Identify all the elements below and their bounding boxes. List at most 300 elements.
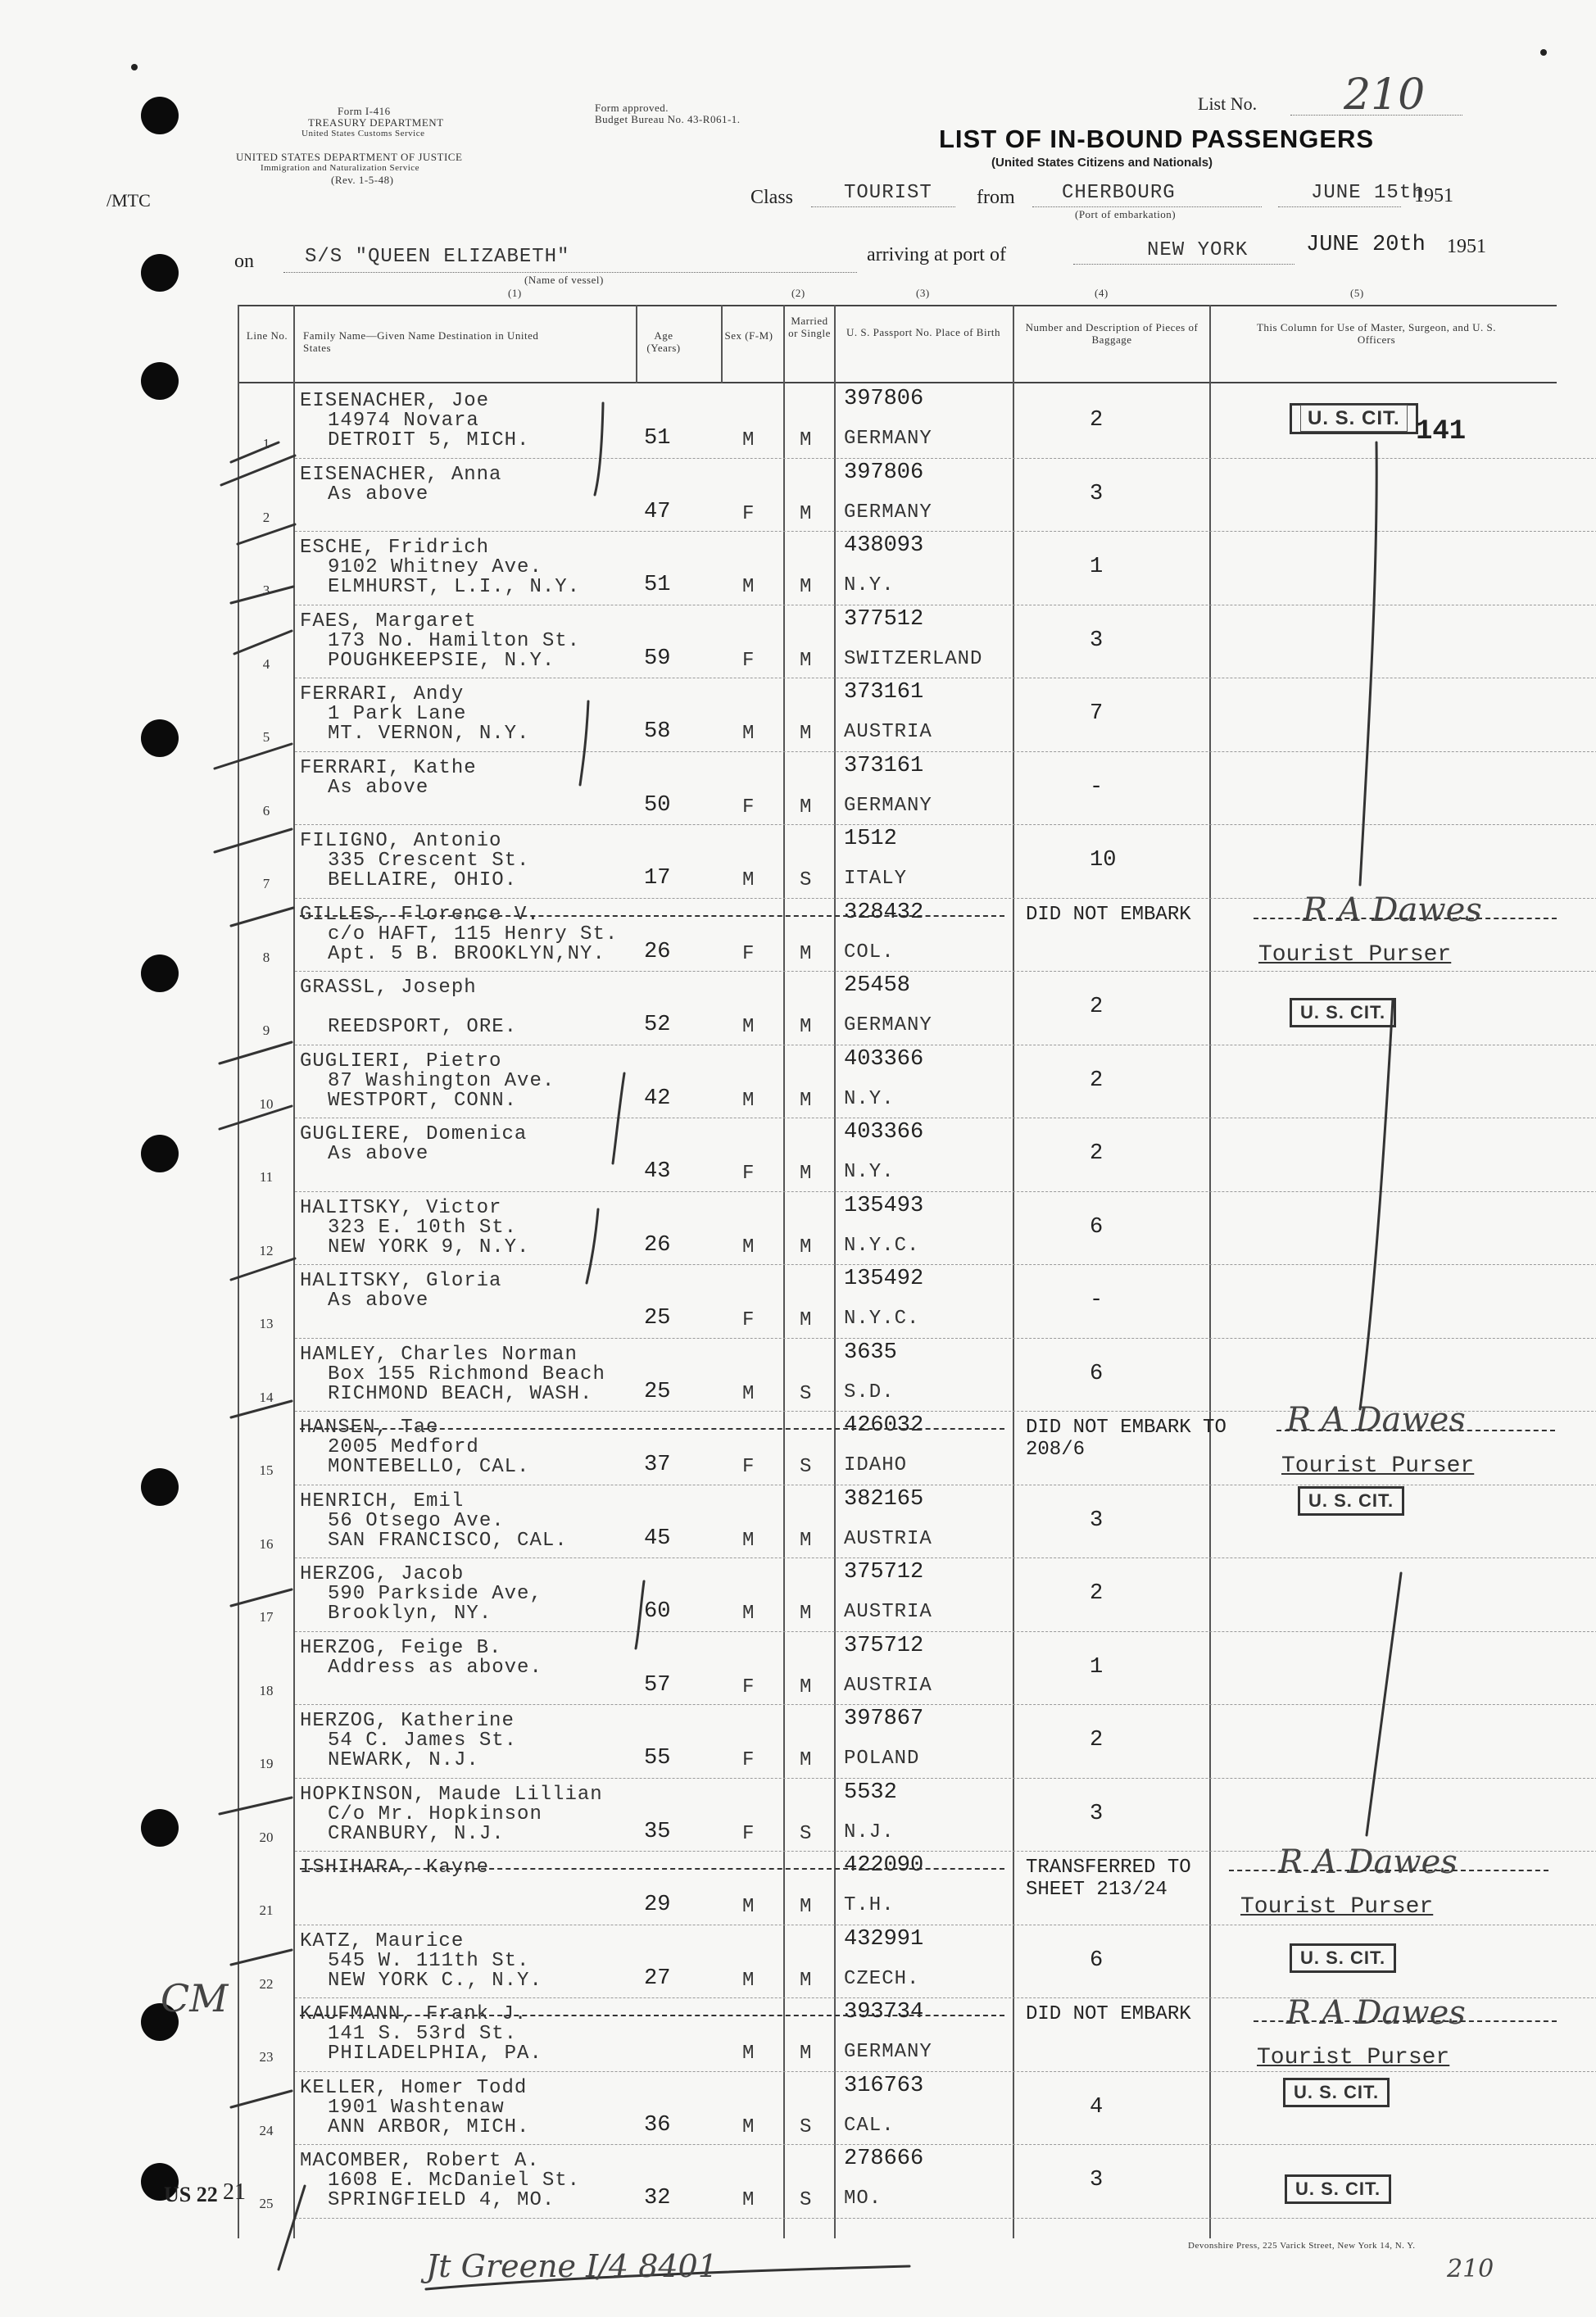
vessel-name: S/S "QUEEN ELIZABETH" (305, 246, 570, 268)
marital-status: M (800, 576, 813, 598)
sex: M (742, 1969, 755, 1992)
port-embarkation: CHERBOURG (1062, 182, 1176, 204)
age: 57 (644, 1672, 671, 1698)
passenger-name: KATZ, Maurice (300, 1929, 465, 1952)
sex: M (742, 869, 755, 891)
baggage: 3 (1090, 1508, 1104, 1533)
place-of-birth: N.Y. (844, 1161, 895, 1183)
sex: M (742, 2115, 755, 2138)
sex: F (742, 649, 755, 672)
from-label: from (977, 187, 1015, 208)
sex: M (742, 1603, 755, 1625)
passport-number: 135492 (844, 1267, 924, 1291)
place-of-birth: POLAND (844, 1748, 920, 1770)
printer-imprint: Devonshire Press, 225 Varick Street, New York 14, N. Y. (1188, 2241, 1416, 2251)
class-value: TOURIST (844, 182, 932, 204)
address-line-1: 9102 Whitney Ave. (328, 556, 542, 578)
sex: M (742, 2043, 755, 2065)
address-line-1: 54 C. James St. (328, 1730, 518, 1752)
passport-number: 382165 (844, 1486, 924, 1512)
form-approved: Form approved. (595, 102, 669, 114)
passport-number: 373161 (844, 753, 924, 778)
age: 47 (644, 499, 671, 524)
age: 26 (644, 939, 671, 964)
passport-number: 5532 (844, 1780, 897, 1805)
marital-status: M (800, 1675, 813, 1698)
place-of-birth: AUSTRIA (844, 1674, 932, 1697)
passport-number: 432991 (844, 1926, 924, 1952)
passenger-name: HALITSKY, Victor (300, 1196, 502, 1219)
passenger-name: ESCHE, Fridrich (300, 537, 490, 559)
page-subtitle: (United States Citizens and Nationals) (991, 156, 1213, 170)
line-number: 1 (262, 436, 270, 451)
revision: (Rev. 1-5-48) (331, 174, 394, 186)
header-sex: Sex (F-M) (724, 329, 773, 342)
marital-status: S (800, 1822, 813, 1845)
passport-number: 397806 (844, 460, 924, 485)
place-of-birth: COL. (844, 941, 895, 964)
line-number: 12 (259, 1242, 274, 1258)
marital-status: S (800, 1456, 813, 1478)
line-number: 15 (259, 1462, 274, 1478)
passport-number: 438093 (844, 533, 924, 558)
passenger-name: FAES, Margaret (300, 610, 477, 633)
marital-status: M (800, 1529, 813, 1552)
age: 52 (644, 1013, 671, 1037)
budget-bureau: Budget Bureau No. 43-R061-1. (595, 113, 741, 125)
purser-label: Tourist Purser (1258, 942, 1452, 968)
age: 35 (644, 1819, 671, 1844)
age: 43 (644, 1159, 671, 1184)
address-line-2: WESTPORT, CONN. (328, 1089, 518, 1112)
sex: M (742, 1529, 755, 1552)
marital-status: S (800, 869, 813, 891)
address-line-1: As above (328, 1290, 429, 1312)
marital-status: M (800, 1236, 813, 1258)
baggage: 6 (1090, 1947, 1104, 1973)
place-of-birth: GERMANY (844, 1014, 932, 1036)
line-number: 18 (259, 1682, 274, 1698)
sex: M (742, 576, 755, 598)
place-of-birth: ITALY (844, 868, 908, 890)
baggage: 6 (1090, 1214, 1104, 1240)
marital-status: M (800, 796, 813, 818)
sex: M (742, 2189, 755, 2211)
marital-status: S (800, 2115, 813, 2138)
line-number: 9 (262, 1022, 270, 1038)
passport-number: 375712 (844, 1560, 924, 1585)
age: 45 (644, 1526, 671, 1551)
marital-status: M (800, 1749, 813, 1771)
arrival-port: NEW YORK (1147, 239, 1249, 261)
age: 51 (644, 573, 671, 597)
line-number: 19 (259, 1756, 274, 1771)
form-number: Form I-416 (338, 105, 391, 117)
age: 29 (644, 1893, 671, 1917)
place-of-birth: N.Y.C. (844, 1308, 920, 1330)
arrival-date: JUNE 20th (1306, 233, 1426, 257)
address-line-1: 1901 Washtenaw (328, 2096, 505, 2119)
age: 50 (644, 792, 671, 818)
marital-status: M (800, 1016, 813, 1038)
passport-number: 397867 (844, 1707, 924, 1731)
treasury-dept: TREASURY DEPARTMENT (308, 116, 444, 129)
purser-label: Tourist Purser (1257, 2045, 1450, 2070)
marital-status: M (800, 1969, 813, 1992)
address-line-2: POUGHKEEPSIE, N.Y. (328, 649, 555, 672)
age: 37 (644, 1453, 671, 1477)
sex: M (742, 429, 755, 451)
address-line-2: ELMHURST, L.I., N.Y. (328, 576, 581, 598)
address-line-2: NEWARK, N.J. (328, 1749, 479, 1771)
place-of-birth: N.Y. (844, 1087, 895, 1110)
address-line-1: 14974 Novara (328, 410, 479, 432)
immigration-service: Immigration and Naturalization Service (261, 163, 420, 173)
address-line-2: PHILADELPHIA, PA. (328, 2043, 542, 2065)
address-line-2: Apt. 5 B. BROOKLYN,NY. (328, 942, 605, 965)
marital-status: S (800, 1382, 813, 1405)
address-line-2: MT. VERNON, N.Y. (328, 723, 530, 745)
age: 59 (644, 646, 671, 671)
address-line-1: 173 No. Hamilton St. (328, 629, 581, 652)
col-num-4: (4) (1095, 287, 1109, 299)
passport-number: 403366 (844, 1120, 924, 1145)
marital-status: S (800, 2189, 813, 2211)
line-number: 20 (259, 1829, 274, 1845)
place-of-birth: AUSTRIA (844, 721, 932, 743)
passenger-name: EISENACHER, Anna (300, 463, 502, 486)
baggage: 2 (1090, 1581, 1104, 1606)
count-annotation: 141 (1416, 416, 1467, 447)
sex: M (742, 1896, 755, 1918)
sex: F (742, 502, 755, 525)
passport-number: 25458 (844, 973, 911, 998)
line-number: 25 (259, 2196, 274, 2211)
baggage: 2 (1090, 1141, 1104, 1166)
passenger-name: GUGLIERE, Domenica (300, 1123, 528, 1145)
passenger-name: ISHIHARA, Kayne (300, 1857, 490, 1879)
embark-note: (Port of embarkation) (1075, 208, 1177, 220)
sex: F (742, 796, 755, 818)
address-line-1: 335 Crescent St. (328, 850, 530, 872)
address-line-1: As above (328, 776, 429, 799)
passport-number: 373161 (844, 680, 924, 705)
customs-service: United States Customs Service (302, 129, 425, 138)
baggage: 3 (1090, 1801, 1104, 1826)
line-number: 23 (259, 2049, 274, 2065)
header-name: Family Name—Given Name Destination in United States (303, 329, 539, 354)
line-number: 8 (262, 949, 270, 965)
address-line-1: As above (328, 1143, 429, 1165)
baggage: 3 (1090, 481, 1104, 506)
place-of-birth: N.Y.C. (844, 1234, 920, 1257)
passenger-name: EISENACHER, Joe (300, 390, 490, 412)
baggage: 3 (1090, 2168, 1104, 2192)
line-number: 24 (259, 2122, 274, 2138)
address-line-1: Address as above. (328, 1656, 542, 1679)
sex: M (742, 723, 755, 745)
us-cit-stamp: U. S. CIT. (1285, 2174, 1391, 2204)
header-baggage: Number and Description of Pieces of Baggage (1025, 321, 1199, 346)
place-of-birth: SWITZERLAND (844, 647, 983, 670)
marital-status: M (800, 1089, 813, 1112)
age: 51 (644, 426, 671, 451)
address-line-2: DETROIT 5, MICH. (328, 429, 530, 451)
age: 36 (644, 2112, 671, 2138)
header-married: Married or Single (788, 315, 831, 339)
age: 60 (644, 1599, 671, 1624)
line-number: 11 (259, 1169, 274, 1185)
footer-number: 21 (223, 2179, 246, 2205)
place-of-birth: CZECH. (844, 1967, 920, 1990)
passenger-name: HERZOG, Katherine (300, 1710, 515, 1732)
baggage: - (1090, 774, 1104, 800)
passenger-name: HERZOG, Feige B. (300, 1636, 502, 1659)
place-of-birth: S.D. (844, 1381, 895, 1403)
address-line-1: 141 S. 53rd St. (328, 2023, 518, 2045)
address-line-2: NEW YORK C., N.Y. (328, 1969, 542, 1992)
address-line-2: BELLAIRE, OHIO. (328, 869, 518, 891)
embark-year: 1951 (1414, 185, 1453, 206)
sex: F (742, 942, 755, 965)
passport-number: 397806 (844, 387, 924, 411)
line-number: 2 (262, 509, 270, 525)
place-of-birth: IDAHO (844, 1454, 908, 1476)
age: 27 (644, 1966, 671, 1991)
address-line-2: ANN ARBOR, MICH. (328, 2115, 530, 2138)
col-num-1: (1) (508, 287, 522, 299)
list-number: 210 (1344, 70, 1426, 120)
line-number: 22 (259, 1975, 274, 1992)
col-num-3: (3) (916, 287, 930, 299)
signature: R A Dawes (1303, 891, 1482, 929)
address-line-1: 323 E. 10th St. (328, 1216, 518, 1239)
baggage: TRANSFERRED TO SHEET 213/24 (1026, 1857, 1191, 1901)
baggage: 2 (1090, 1728, 1104, 1752)
sex: M (742, 1382, 755, 1405)
line-number: 10 (259, 1095, 274, 1112)
passport-number: 135493 (844, 1193, 924, 1218)
signature: R A Dawes (1278, 1843, 1458, 1881)
header-line: Line No. (246, 329, 288, 342)
baggage: 2 (1090, 408, 1104, 433)
signature: R A Dawes (1286, 1994, 1466, 2032)
address-line-2: NEW YORK 9, N.Y. (328, 1236, 530, 1258)
marital-status: M (800, 1896, 813, 1918)
marital-status: M (800, 429, 813, 451)
passport-number: 328432 (844, 900, 924, 925)
sex: F (742, 1456, 755, 1478)
address-line-2: SAN FRANCISCO, CAL. (328, 1529, 568, 1552)
place-of-birth: AUSTRIA (844, 1527, 932, 1550)
us-cit-stamp: U. S. CIT. (1290, 403, 1418, 434)
passenger-name: HALITSKY, Gloria (300, 1270, 502, 1292)
us-cit-stamp: U. S. CIT. (1290, 1943, 1396, 1973)
mtc-mark: /MTC (107, 190, 151, 211)
purser-label: Tourist Purser (1281, 1453, 1475, 1479)
purser-label: Tourist Purser (1240, 1894, 1434, 1920)
sex: M (742, 1089, 755, 1112)
passenger-name: FERRARI, Andy (300, 683, 465, 705)
footer-handwriting: Jt Greene I/4 8401 (426, 2248, 718, 2284)
marital-status: M (800, 2043, 813, 2065)
passport-number: 375712 (844, 1633, 924, 1658)
page-title: LIST OF IN-BOUND PASSENGERS (939, 125, 1375, 153)
place-of-birth: CAL. (844, 2114, 895, 2137)
address-line-2: CRANBURY, N.J. (328, 1822, 505, 1845)
passenger-name: FERRARI, Kathe (300, 756, 477, 779)
footer-code: US 22 (164, 2183, 218, 2206)
baggage: 1 (1090, 555, 1104, 579)
age: 25 (644, 1379, 671, 1404)
passenger-name: HOPKINSON, Maude Lillian (300, 1783, 603, 1806)
embark-date: JUNE 15th (1311, 182, 1425, 204)
passenger-name: FILIGNO, Antonio (300, 830, 502, 852)
marital-status: M (800, 942, 813, 965)
footer-page: 210 (1447, 2255, 1494, 2283)
col-num-2: (2) (791, 287, 805, 299)
sex: M (742, 1016, 755, 1038)
baggage: 1 (1090, 1654, 1104, 1680)
passenger-name: HAMLEY, Charles Norman (300, 1343, 578, 1366)
baggage: DID NOT EMBARK TO 208/6 (1026, 1417, 1226, 1461)
header-passport: U. S. Passport No. Place of Birth (846, 326, 1001, 338)
passenger-name: HERZOG, Jacob (300, 1563, 465, 1585)
place-of-birth: N.J. (844, 1820, 895, 1843)
vessel-note: (Name of vessel) (524, 274, 604, 286)
age: 32 (644, 2186, 671, 2210)
sex: F (742, 1749, 755, 1771)
line-number: 7 (262, 876, 270, 891)
col-num-5: (5) (1350, 287, 1364, 299)
place-of-birth: GERMANY (844, 2041, 932, 2063)
passenger-name: MACOMBER, Robert A. (300, 2150, 540, 2172)
passenger-name: HENRICH, Emil (300, 1490, 465, 1512)
marital-status: M (800, 1163, 813, 1185)
passport-number: 316763 (844, 2073, 924, 2098)
line-number: 6 (262, 802, 270, 818)
passport-number: 377512 (844, 606, 924, 632)
address-line-1: 1608 E. McDaniel St. (328, 2170, 581, 2192)
baggage: 10 (1090, 848, 1117, 873)
baggage: 2 (1090, 1068, 1104, 1093)
address-line-1: 2005 Medford (328, 1436, 479, 1458)
place-of-birth: T.H. (844, 1894, 895, 1916)
address-line-1: Box 155 Richmond Beach (328, 1363, 605, 1385)
arrival-year: 1951 (1447, 236, 1486, 257)
baggage: DID NOT EMBARK (1026, 2003, 1191, 2025)
line-number: 4 (262, 655, 270, 672)
line-number: 17 (259, 1609, 274, 1625)
address-line-2: REEDSPORT, ORE. (328, 1016, 518, 1038)
address-line-2: Brooklyn, NY. (328, 1603, 492, 1625)
age: 42 (644, 1086, 671, 1111)
marital-status: M (800, 649, 813, 672)
line-number: 3 (262, 583, 270, 598)
baggage: 4 (1090, 2094, 1104, 2120)
line-number: 16 (259, 1535, 274, 1552)
passport-number: 3635 (844, 1340, 897, 1365)
on-label: on (234, 251, 254, 272)
place-of-birth: GERMANY (844, 501, 932, 524)
place-of-birth: N.Y. (844, 574, 895, 596)
passenger-name: GILLES, Florence V. (300, 903, 540, 926)
address-line-1: c/o HAFT, 115 Henry St. (328, 923, 619, 945)
address-line-1: 545 W. 111th St. (328, 1949, 530, 1972)
passport-number: 422090 (844, 1853, 924, 1878)
passenger-name: KELLER, Homer Todd (300, 2076, 528, 2099)
baggage: - (1090, 1288, 1104, 1313)
sex: M (742, 1236, 755, 1258)
sex: F (742, 1822, 755, 1845)
marital-status: M (800, 723, 813, 745)
us-cit-stamp: U. S. CIT. (1290, 998, 1396, 1027)
baggage: 6 (1090, 1361, 1104, 1386)
address-line-1: 87 Washington Ave. (328, 1069, 555, 1092)
age: 17 (644, 866, 671, 891)
passenger-name: KAUFMANN, Frank J. (300, 2003, 528, 2025)
marital-status: M (800, 1309, 813, 1331)
address-line-1: As above (328, 483, 429, 506)
line-number: 21 (259, 1902, 274, 1918)
age: 55 (644, 1746, 671, 1771)
passport-number: 426032 (844, 1413, 924, 1438)
class-label: Class (750, 187, 794, 208)
age: 26 (644, 1232, 671, 1258)
passport-number: 278666 (844, 2147, 924, 2171)
passenger-name: GUGLIERI, Pietro (300, 1050, 502, 1072)
address-line-1: C/o Mr. Hopkinson (328, 1802, 542, 1825)
header-officers: This Column for Use of Master, Surgeon, and U. S. Officers (1256, 321, 1497, 346)
justice-dept: UNITED STATES DEPARTMENT OF JUSTICE (236, 151, 463, 163)
address-line-1: 56 Otsego Ave. (328, 1509, 505, 1532)
baggage: 7 (1090, 701, 1104, 726)
passport-number: 403366 (844, 1046, 924, 1072)
place-of-birth: MO. (844, 2188, 882, 2210)
baggage: 3 (1090, 628, 1104, 653)
sex: F (742, 1163, 755, 1185)
signature: R A Dawes (1286, 1401, 1466, 1439)
list-label: List No. (1198, 93, 1258, 114)
arriving-label: arriving at port of (867, 244, 1006, 265)
address-line-1: 590 Parkside Ave, (328, 1583, 542, 1605)
line-number: 13 (259, 1316, 274, 1331)
us-cit-stamp: U. S. CIT. (1283, 2078, 1390, 2107)
baggage: 2 (1090, 995, 1104, 1019)
line-number: 5 (262, 729, 270, 745)
passenger-name: HANSEN, Tae (300, 1417, 439, 1439)
address-line-2: SPRINGFIELD 4, MO. (328, 2189, 555, 2211)
marital-status: M (800, 502, 813, 525)
address-line-1: 1 Park Lane (328, 703, 467, 725)
marital-status: M (800, 1603, 813, 1625)
line-number: 14 (259, 1389, 274, 1405)
cm-mark: CM (161, 1976, 229, 2020)
age: 58 (644, 719, 671, 744)
place-of-birth: GERMANY (844, 794, 932, 817)
us-cit-stamp: U. S. CIT. (1298, 1486, 1404, 1516)
address-line-2: MONTEBELLO, CAL. (328, 1456, 530, 1478)
passenger-name: GRASSL, Joseph (300, 977, 477, 999)
passport-number: 393734 (844, 2000, 924, 2025)
header-age: Age (Years) (646, 329, 681, 354)
place-of-birth: AUSTRIA (844, 1601, 932, 1623)
address-line-2: RICHMOND BEACH, WASH. (328, 1382, 593, 1405)
sex: F (742, 1309, 755, 1331)
place-of-birth: GERMANY (844, 428, 932, 450)
age: 25 (644, 1306, 671, 1331)
passport-number: 1512 (844, 827, 897, 851)
